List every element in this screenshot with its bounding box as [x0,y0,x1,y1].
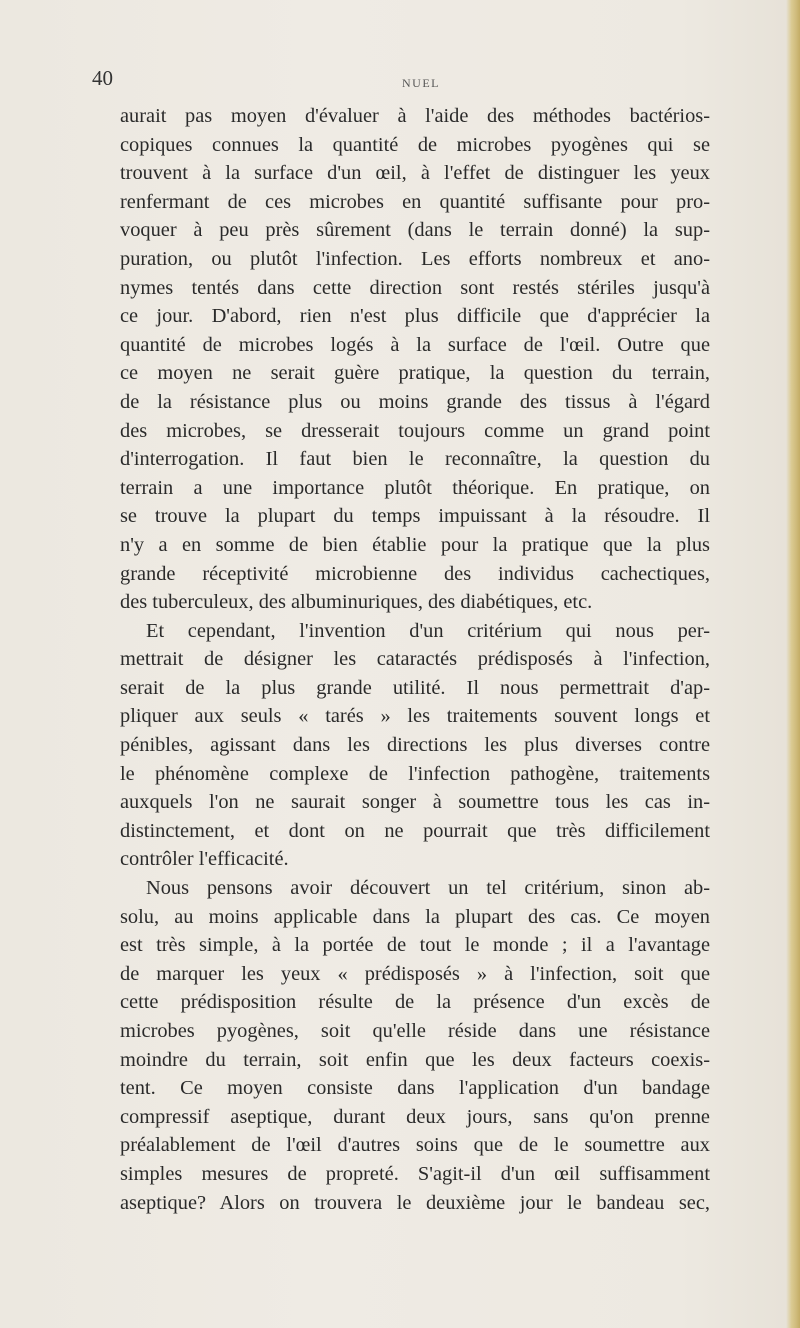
text-line: simples mesures de propreté. S'agit-il d'un œil suffisamment [120,1162,710,1185]
text-line: copiques connues la quantité de microbes pyogènes qui se [120,133,710,156]
text-line: distinctement, et dont on ne pourrait que très difficilement [120,819,710,842]
text-line: quantité de microbes logés à la surface de l'œil. Outre que [120,333,710,356]
text-line: pénibles, agissant dans les directions les plus diverses contre [120,734,710,757]
text-line: moindre du terrain, soit enfin que les deux facteurs coexis- [120,1048,710,1071]
text-line: le phénomène complexe de l'infection pathogène, traitements [120,762,710,785]
text-line: mettrait de désigner les cataractés prédisposés à l'infection, [120,648,710,671]
text-line: cette prédisposition résulte de la présence d'un excès de [120,991,710,1014]
text-line: terrain a une importance plutôt théorique. En pratique, on [120,476,710,499]
text-line: préalablement de l'œil d'autres soins que de le soumettre aux [120,1134,710,1157]
text-line: contrôler l'efficacité. [120,848,289,871]
text-line: de la résistance plus ou moins grande des tissus à l'égard [120,390,710,413]
text-line: tent. Ce moyen consiste dans l'application d'un bandage [120,1077,710,1100]
text-line: grande réceptivité microbienne des individus cachectiques, [120,562,710,585]
body-text [120,102,710,1217]
text-line: trouvent à la surface d'un œil, à l'effet de distinguer les yeux [120,162,710,185]
text-line: aurait pas moyen d'évaluer à l'aide des méthodes bactérios- [120,105,710,127]
text-line: pliquer aux seuls « tarés » les traitements souvent longs et [120,705,710,728]
page-header [92,66,712,96]
page-edge [786,0,800,1328]
text-line: auxquels l'on ne saurait songer à soumettre tous les cas in- [120,791,710,814]
page-number: 40 [92,66,113,90]
text-line: Et cependant, l'invention d'un critérium qui nous per- [146,619,710,642]
text-line: solu, au moins applicable dans la plupart des cas. Ce moyen [120,905,710,928]
running-head: NUEL [402,76,440,90]
text-line: aseptique? Alors on trouvera le deuxième jour le bandeau sec, [120,1191,710,1214]
text-line: Nous pensons avoir découvert un tel critérium, sinon ab- [146,877,710,900]
text-line: est très simple, à la portée de tout le monde ; il a l'avantage [120,934,710,957]
text-line: des microbes, se dresserait toujours comme un grand point [120,419,710,442]
text-line: n'y a en somme de bien établie pour la pratique que la plus [120,533,710,556]
text-line: voquer à peu près sûrement (dans le terrain donné) la sup- [120,219,710,242]
text-line: serait de la plus grande utilité. Il nous permettrait d'ap- [120,676,710,699]
text-line: d'interrogation. Il faut bien le reconnaître, la question du [120,448,710,471]
text-line: de marquer les yeux « prédisposés » à l'infection, soit que [120,962,710,985]
text-line: compressif aseptique, durant deux jours, sans qu'on prenne [120,1105,710,1128]
text-line: microbes pyogènes, soit qu'elle réside dans une résistance [120,1020,710,1042]
text-line: se trouve la plupart du temps impuissant à la résoudre. Il [120,505,710,528]
text-line: ce jour. D'abord, rien n'est plus difficile que d'apprécier la [120,305,710,328]
text-line: puration, ou plutôt l'infection. Les efforts nombreux et ano- [120,247,710,270]
text-line: ce moyen ne serait guère pratique, la question du terrain, [120,362,710,385]
text-line: des tuberculeux, des albuminuriques, des diabétiques, etc. [120,591,593,614]
text-line: renfermant de ces microbes en quantité suffisante pour pro- [120,190,710,213]
text-line: nymes tentés dans cette direction sont restés stériles jusqu'à [120,276,710,299]
